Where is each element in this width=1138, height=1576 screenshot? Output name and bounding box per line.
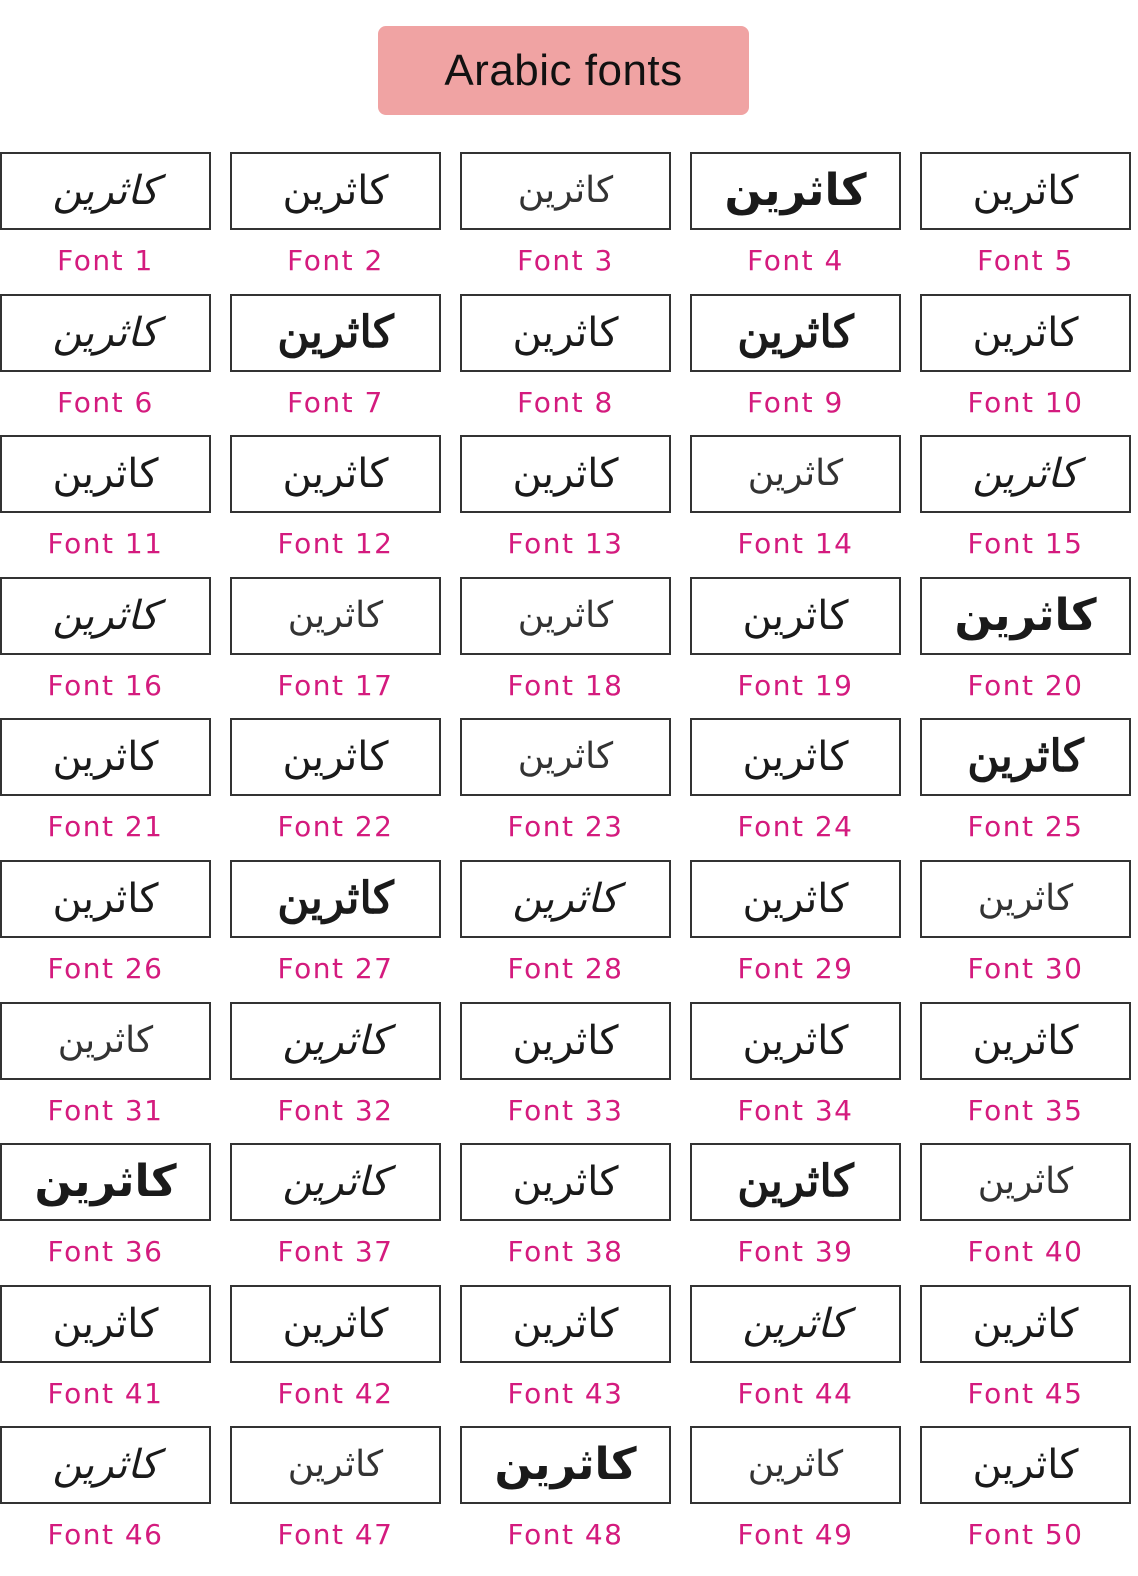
font-sample-box: [0, 718, 211, 796]
font-sample-text: كاثرين: [967, 731, 1084, 782]
font-label: Font 9: [747, 386, 844, 419]
font-label: Font 28: [507, 952, 624, 985]
font-sample-text: كاثرين: [742, 1018, 849, 1064]
font-label: Font 17: [277, 669, 394, 702]
font-sample-48: [460, 1426, 671, 1567]
font-sample-box: [920, 435, 1131, 513]
font-sample-box: [920, 1143, 1131, 1221]
font-sample-box: [920, 718, 1131, 796]
font-sample-text: كاثرين: [742, 1301, 849, 1347]
font-label: Font 26: [47, 952, 164, 985]
font-label: Font 16: [47, 669, 164, 702]
font-sample-box: [460, 1285, 671, 1363]
font-sample-text: كاثرين: [52, 310, 159, 356]
font-sample-box: [460, 718, 671, 796]
font-sample-box: [690, 294, 901, 372]
font-label: Font 39: [737, 1235, 854, 1268]
font-label: Font 21: [47, 810, 164, 843]
font-label: Font 46: [47, 1518, 164, 1551]
font-label: Font 3: [517, 244, 614, 277]
font-sample-box: [920, 152, 1131, 230]
font-sample-42: [230, 1285, 441, 1426]
font-sample-text: كاثرين: [972, 1442, 1079, 1488]
font-sample-12: [230, 435, 441, 576]
font-sample-17: [230, 577, 441, 718]
font-sample-32: [230, 1002, 441, 1143]
font-label: Font 33: [507, 1094, 624, 1127]
font-sample-25: [920, 718, 1131, 859]
font-sample-box: [230, 1002, 441, 1080]
font-sample-box: [690, 1426, 901, 1504]
font-label: Font 14: [737, 527, 854, 560]
font-sample-23: [460, 718, 671, 859]
font-sample-46: [0, 1426, 211, 1567]
font-sample-text: كاثرين: [52, 876, 159, 922]
font-sample-box: [920, 1285, 1131, 1363]
font-label: Font 20: [967, 669, 1084, 702]
font-label: Font 12: [277, 527, 394, 560]
font-sample-text: كاثرين: [972, 310, 1079, 356]
font-sample-text: كاثرين: [972, 451, 1079, 497]
font-sample-box: [460, 1143, 671, 1221]
font-label: Font 29: [737, 952, 854, 985]
font-sample-8: [460, 294, 671, 435]
font-sample-text: كاثرين: [282, 1301, 389, 1347]
font-sample-16: [0, 577, 211, 718]
font-label: Font 24: [737, 810, 854, 843]
font-sample-10: [920, 294, 1131, 435]
font-sample-box: [690, 435, 901, 513]
font-label: Font 5: [977, 244, 1074, 277]
font-sample-text: كاثرين: [724, 165, 867, 216]
font-label: Font 7: [287, 386, 384, 419]
font-sample-text: كاثرين: [742, 593, 849, 639]
font-sample-text: كاثرين: [34, 1156, 177, 1207]
font-sample-22: [230, 718, 441, 859]
font-label: Font 47: [277, 1518, 394, 1551]
font-sample-text: كاثرين: [742, 734, 849, 780]
font-sample-box: [230, 294, 441, 372]
font-sample-41: [0, 1285, 211, 1426]
font-sample-box: [460, 860, 671, 938]
font-label: Font 11: [47, 527, 164, 560]
font-label: Font 34: [737, 1094, 854, 1127]
font-sample-box: [920, 294, 1131, 372]
font-sample-text: كاثرين: [52, 168, 159, 214]
font-sample-text: كاثرين: [52, 1301, 159, 1347]
font-sample-text: كاثرين: [747, 1444, 844, 1485]
font-sample-text: كاثرين: [512, 1159, 619, 1205]
font-sample-24: [690, 718, 901, 859]
font-sample-text: كاثرين: [52, 451, 159, 497]
font-sample-text: كاثرين: [954, 590, 1097, 641]
font-label: Font 13: [507, 527, 624, 560]
font-sample-box: [460, 1002, 671, 1080]
font-sample-15: [920, 435, 1131, 576]
font-sample-4: [690, 152, 901, 293]
font-sample-3: [460, 152, 671, 293]
font-label: Font 48: [507, 1518, 624, 1551]
font-label: Font 2: [287, 244, 384, 277]
font-sample-box: [0, 1002, 211, 1080]
font-label: Font 30: [967, 952, 1084, 985]
font-label: Font 40: [967, 1235, 1084, 1268]
page-title: Arabic fonts: [444, 45, 683, 95]
font-sample-text: كاثرين: [737, 307, 854, 358]
font-sample-box: [460, 1426, 671, 1504]
font-label: Font 50: [967, 1518, 1084, 1551]
font-sample-text: كاثرين: [277, 307, 394, 358]
font-sample-box: [920, 1002, 1131, 1080]
font-label: Font 44: [737, 1377, 854, 1410]
font-sample-text: كاثرين: [287, 595, 384, 636]
font-label: Font 42: [277, 1377, 394, 1410]
font-sample-text: كاثرين: [977, 1161, 1074, 1202]
font-sample-7: [230, 294, 441, 435]
font-sample-box: [0, 294, 211, 372]
font-sample-30: [920, 860, 1131, 1001]
font-sample-45: [920, 1285, 1131, 1426]
font-label: Font 23: [507, 810, 624, 843]
font-sample-box: [0, 435, 211, 513]
font-label: Font 8: [517, 386, 614, 419]
font-sample-13: [460, 435, 671, 576]
font-sample-box: [230, 1426, 441, 1504]
font-sample-box: [920, 1426, 1131, 1504]
font-sample-1: [0, 152, 211, 293]
font-sample-box: [230, 1143, 441, 1221]
font-sample-text: كاثرين: [52, 1442, 159, 1488]
font-label: Font 1: [57, 244, 154, 277]
font-sample-text: كاثرين: [747, 453, 844, 494]
font-sample-11: [0, 435, 211, 576]
font-sample-box: [920, 860, 1131, 938]
font-sample-box: [690, 1002, 901, 1080]
font-sample-50: [920, 1426, 1131, 1567]
font-sample-text: كاثرين: [57, 1020, 154, 1061]
font-sample-text: كاثرين: [287, 1444, 384, 1485]
font-sample-box: [0, 577, 211, 655]
font-sample-box: [690, 152, 901, 230]
font-sample-20: [920, 577, 1131, 718]
font-sample-text: كاثرين: [972, 1301, 1079, 1347]
font-sample-40: [920, 1143, 1131, 1284]
font-sample-text: كاثرين: [512, 1018, 619, 1064]
font-sample-box: [690, 577, 901, 655]
font-sample-box: [460, 435, 671, 513]
font-sample-text: كاثرين: [277, 873, 394, 924]
font-label: Font 22: [277, 810, 394, 843]
font-sample-text: كاثرين: [494, 1439, 637, 1490]
font-label: Font 41: [47, 1377, 164, 1410]
font-label: Font 25: [967, 810, 1084, 843]
font-label: Font 38: [507, 1235, 624, 1268]
font-sample-text: كاثرين: [282, 451, 389, 497]
font-sample-text: كاثرين: [282, 1159, 389, 1205]
font-label: Font 6: [57, 386, 154, 419]
font-sample-box: [230, 718, 441, 796]
font-sample-box: [690, 1143, 901, 1221]
font-sample-31: [0, 1002, 211, 1143]
font-label: Font 18: [507, 669, 624, 702]
font-sample-35: [920, 1002, 1131, 1143]
font-sample-text: كاثرين: [52, 593, 159, 639]
font-sample-5: [920, 152, 1131, 293]
font-sample-18: [460, 577, 671, 718]
font-sample-49: [690, 1426, 901, 1567]
font-sample-box: [690, 1285, 901, 1363]
font-sample-text: كاثرين: [517, 170, 614, 211]
font-label: Font 4: [747, 244, 844, 277]
font-label: Font 15: [967, 527, 1084, 560]
font-sample-26: [0, 860, 211, 1001]
font-label: Font 49: [737, 1518, 854, 1551]
font-sample-9: [690, 294, 901, 435]
font-label: Font 35: [967, 1094, 1084, 1127]
font-sample-box: [920, 577, 1131, 655]
font-sample-box: [230, 1285, 441, 1363]
font-label: Font 27: [277, 952, 394, 985]
font-sample-box: [0, 1143, 211, 1221]
font-sample-21: [0, 718, 211, 859]
font-sample-box: [0, 1426, 211, 1504]
font-sample-2: [230, 152, 441, 293]
font-sample-29: [690, 860, 901, 1001]
font-label: Font 45: [967, 1377, 1084, 1410]
font-sample-box: [230, 577, 441, 655]
font-label: Font 43: [507, 1377, 624, 1410]
font-sample-37: [230, 1143, 441, 1284]
font-sample-text: كاثرين: [517, 736, 614, 777]
font-label: Font 10: [967, 386, 1084, 419]
font-sample-36: [0, 1143, 211, 1284]
font-sample-text: كاثرين: [977, 878, 1074, 919]
font-sample-box: [230, 152, 441, 230]
font-sample-box: [230, 435, 441, 513]
font-label: Font 36: [47, 1235, 164, 1268]
font-sample-19: [690, 577, 901, 718]
font-sample-box: [460, 294, 671, 372]
font-sample-text: كاثرين: [282, 734, 389, 780]
font-sample-text: كاثرين: [282, 1018, 389, 1064]
font-sample-box: [690, 860, 901, 938]
font-sample-6: [0, 294, 211, 435]
font-label: Font 32: [277, 1094, 394, 1127]
font-sample-text: كاثرين: [972, 1018, 1079, 1064]
font-sample-text: كاثرين: [517, 595, 614, 636]
font-sample-28: [460, 860, 671, 1001]
font-sample-text: كاثرين: [512, 310, 619, 356]
font-sample-box: [460, 152, 671, 230]
font-sample-39: [690, 1143, 901, 1284]
font-sample-38: [460, 1143, 671, 1284]
font-sample-box: [0, 1285, 211, 1363]
font-sample-text: كاثرين: [972, 168, 1079, 214]
font-sample-44: [690, 1285, 901, 1426]
font-sample-14: [690, 435, 901, 576]
font-sample-34: [690, 1002, 901, 1143]
title-banner: [378, 26, 749, 115]
font-sample-text: كاثرين: [512, 876, 619, 922]
font-sample-box: [690, 718, 901, 796]
font-sample-text: كاثرين: [282, 168, 389, 214]
font-sample-box: [460, 577, 671, 655]
font-sample-text: كاثرين: [512, 451, 619, 497]
font-label: Font 31: [47, 1094, 164, 1127]
font-sample-text: كاثرين: [742, 876, 849, 922]
font-sample-47: [230, 1426, 441, 1567]
font-sample-27: [230, 860, 441, 1001]
font-sample-text: كاثرين: [52, 734, 159, 780]
font-sample-box: [0, 860, 211, 938]
font-label: Font 37: [277, 1235, 394, 1268]
font-sample-33: [460, 1002, 671, 1143]
font-label: Font 19: [737, 669, 854, 702]
font-sample-box: [230, 860, 441, 938]
font-sample-box: [0, 152, 211, 230]
font-sample-43: [460, 1285, 671, 1426]
font-sample-text: كاثرين: [737, 1156, 854, 1207]
font-sample-text: كاثرين: [512, 1301, 619, 1347]
